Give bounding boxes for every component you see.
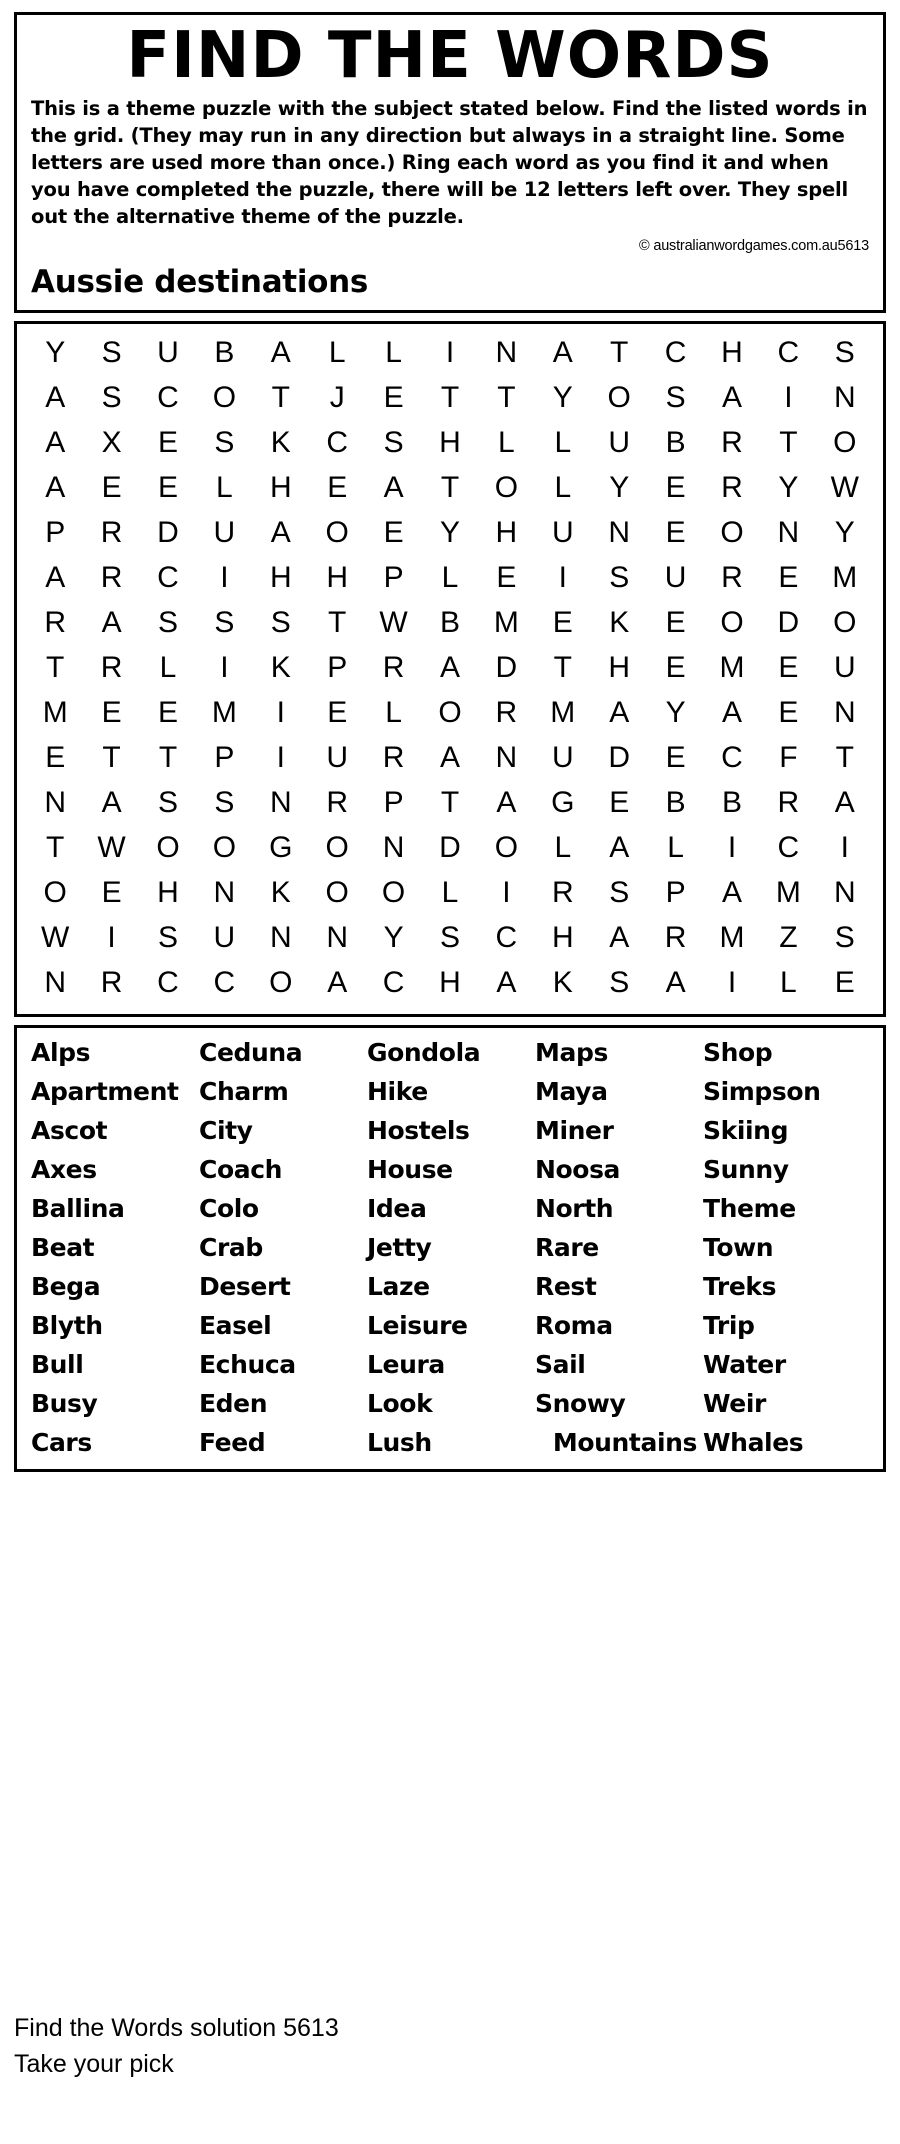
grid-cell: E	[45, 740, 66, 774]
grid-cell: C	[721, 740, 743, 774]
grid-cell: C	[157, 965, 179, 999]
grid-cell: T	[553, 650, 572, 684]
letter-grid-block	[14, 321, 886, 1017]
grid-cell: B	[665, 785, 686, 819]
word-list-item: North	[535, 1193, 614, 1223]
instructions-body: This is a theme puzzle with the subject stated below. Find the listed words in the grid. (They may run in any direction but always in a straight line. Some letters are used more than once.) Ring each word as you find it and when you have completed the puzzle, there will be 12 letters left over. They spell out the alternative theme of the puzzle.	[31, 97, 868, 228]
word-list-item: Blyth	[31, 1310, 103, 1340]
grid-cell: A	[721, 875, 742, 909]
grid-cell: H	[721, 335, 743, 369]
grid-cell: S	[609, 875, 630, 909]
grid-cell: A	[327, 965, 348, 999]
word-list-item: Crab	[199, 1232, 263, 1262]
word-list-item: Maya	[535, 1076, 608, 1106]
grid-cell: N	[833, 380, 856, 414]
grid-cell: K	[270, 650, 291, 684]
grid-cell: E	[157, 425, 178, 459]
word-list-item: Sunny	[703, 1154, 789, 1184]
grid-cell: S	[157, 785, 178, 819]
grid-cell: J	[329, 380, 345, 414]
grid-cell: G	[269, 830, 293, 864]
grid-cell: I	[784, 380, 793, 414]
word-list-item: Desert	[199, 1271, 291, 1301]
grid-cell: N	[608, 515, 631, 549]
word-list-item: Whales	[703, 1427, 804, 1457]
word-list-item: Coach	[199, 1154, 283, 1184]
grid-cell: D	[495, 650, 518, 684]
grid-cell: H	[608, 650, 631, 684]
grid-cell: T	[779, 425, 798, 459]
grid-cell: T	[610, 335, 629, 369]
grid-cell: N	[495, 740, 518, 774]
copyright-text: © australianwordgames.com.au	[639, 237, 838, 254]
word-list-item: Echuca	[199, 1349, 296, 1379]
grid-cell: T	[46, 650, 65, 684]
word-list-item: Noosa	[535, 1154, 621, 1184]
grid-cell: W	[97, 830, 126, 864]
grid-cell: E	[665, 740, 686, 774]
grid-cell: R	[495, 695, 518, 729]
grid-cell: U	[326, 740, 349, 774]
grid-cell: Y	[45, 335, 66, 369]
grid-cell: H	[439, 425, 461, 459]
grid-cell: E	[327, 695, 348, 729]
grid-cell: E	[834, 965, 855, 999]
grid-cell: O	[325, 515, 349, 549]
grid-cell: S	[609, 965, 630, 999]
grid-cell: S	[214, 605, 235, 639]
word-list-block	[14, 1025, 886, 1472]
grid-cell: N	[269, 785, 292, 819]
word-list-item: Apartment	[31, 1076, 179, 1106]
grid-cell: C	[213, 965, 236, 999]
grid-cell: H	[157, 875, 179, 909]
grid-cell: E	[552, 605, 573, 639]
grid-cell: M	[719, 920, 745, 954]
grid-cell: R	[382, 740, 405, 774]
grid-cell: U	[608, 425, 631, 459]
grid-cell: N	[777, 515, 800, 549]
grid-cell: I	[840, 830, 849, 864]
grid-cell: H	[439, 965, 461, 999]
grid-cell: K	[270, 425, 291, 459]
solution-answer: Take your pick	[14, 2050, 174, 2079]
grid-cell: T	[497, 380, 516, 414]
grid-cell: W	[830, 470, 859, 504]
word-list-item: Easel	[199, 1310, 272, 1340]
grid-cell: E	[778, 650, 799, 684]
grid-cell: S	[157, 605, 178, 639]
word-list-item: Shop	[703, 1037, 773, 1067]
grid-cell: L	[216, 470, 233, 504]
grid-cell: I	[445, 335, 455, 369]
word-list-item: Ballina	[31, 1193, 125, 1223]
grid-cell: Y	[778, 470, 799, 504]
grid-cell: B	[439, 605, 460, 639]
grid-cell: E	[665, 650, 686, 684]
grid-cell: O	[720, 515, 744, 549]
word-list-item: Beat	[31, 1232, 95, 1262]
grid-cell: R	[100, 515, 123, 549]
grid-cell: P	[665, 875, 686, 909]
word-list-item: Ascot	[31, 1115, 108, 1145]
word-list-item: Feed	[199, 1427, 266, 1457]
grid-cell: O	[156, 830, 180, 864]
grid-cell: A	[609, 695, 630, 729]
grid-cell: I	[107, 920, 116, 954]
grid-cell: O	[438, 695, 462, 729]
word-list-item: Gondola	[367, 1037, 481, 1067]
grid-cell: T	[158, 740, 178, 774]
grid-cell: A	[552, 335, 573, 369]
grid-cell: D	[777, 605, 800, 639]
word-list-item: Water	[703, 1349, 786, 1379]
grid-cell: H	[551, 920, 574, 954]
grid-cell: Y	[383, 920, 404, 954]
grid-cell: A	[45, 560, 66, 594]
grid-cell: A	[45, 425, 66, 459]
grid-cell: U	[664, 560, 687, 594]
grid-cell: A	[45, 470, 66, 504]
word-list-item: Idea	[367, 1193, 427, 1223]
grid-cell: U	[833, 650, 856, 684]
grid-cell: W	[379, 605, 408, 639]
grid-cell: S	[383, 425, 404, 459]
word-list-item: Trip	[703, 1310, 755, 1340]
word-list-item: Rest	[535, 1271, 597, 1301]
word-list-item: Mountains	[552, 1427, 697, 1457]
word-list-item: Theme	[703, 1193, 796, 1223]
grid-cell: A	[45, 380, 66, 414]
grid-cell: P	[383, 560, 404, 594]
grid-cell: I	[276, 695, 285, 729]
word-list-item: Hike	[367, 1076, 428, 1106]
grid-cell: G	[551, 785, 575, 819]
word-list-item: City	[199, 1115, 253, 1145]
grid-cell: H	[269, 470, 292, 504]
letter-grid	[27, 335, 873, 999]
grid-cell: Z	[779, 920, 798, 954]
grid-cell: F	[779, 740, 798, 774]
grid-cell: P	[45, 515, 66, 549]
grid-cell: C	[157, 380, 179, 414]
grid-cell: P	[214, 740, 235, 774]
grid-cell: S	[157, 920, 178, 954]
grid-cell: R	[551, 875, 574, 909]
grid-cell: S	[609, 560, 630, 594]
word-list-item: Rare	[535, 1232, 599, 1262]
grid-cell: D	[608, 740, 631, 774]
grid-cell: H	[326, 560, 349, 594]
word-list-item: Leisure	[367, 1310, 468, 1340]
word-list-item: Ceduna	[199, 1037, 303, 1067]
grid-cell: O	[494, 470, 519, 504]
grid-cell: C	[664, 335, 687, 369]
grid-cell: Y	[609, 470, 630, 504]
word-list-item: Axes	[31, 1154, 97, 1184]
grid-cell: W	[41, 920, 70, 954]
grid-cell: S	[834, 335, 855, 369]
grid-cell: I	[558, 560, 567, 594]
grid-cell: O	[720, 605, 744, 639]
grid-cell: Y	[439, 515, 460, 549]
word-list-item: Simpson	[703, 1076, 821, 1106]
word-list-item: Miner	[535, 1115, 614, 1145]
word-list-item: Bull	[31, 1349, 84, 1379]
grid-cell: S	[665, 380, 686, 414]
grid-cell: L	[554, 425, 572, 459]
puzzle-container	[14, 12, 886, 1472]
grid-cell: E	[383, 515, 404, 549]
word-list-item: Skiing	[703, 1115, 789, 1145]
word-list-item: Treks	[703, 1271, 777, 1301]
grid-cell: E	[496, 560, 517, 594]
grid-cell: N	[44, 965, 67, 999]
word-list-item: Eden	[199, 1388, 268, 1418]
word-list-item: Alps	[31, 1037, 91, 1067]
grid-cell: R	[100, 650, 123, 684]
grid-cell: I	[220, 560, 229, 594]
grid-cell: S	[101, 380, 122, 414]
grid-cell: C	[157, 560, 179, 594]
solution-footer	[14, 2010, 339, 2083]
grid-cell: N	[495, 335, 518, 369]
grid-cell: X	[101, 425, 122, 459]
grid-cell: N	[44, 785, 67, 819]
grid-cell: U	[157, 335, 179, 369]
grid-cell: A	[270, 515, 291, 549]
grid-cell: A	[439, 650, 460, 684]
grid-cell: N	[382, 830, 405, 864]
grid-cell: A	[609, 920, 630, 954]
grid-cell: R	[100, 965, 123, 999]
grid-cell: O	[212, 830, 237, 864]
word-list-item: Leura	[367, 1349, 445, 1379]
header-block	[14, 12, 886, 313]
grid-cell: I	[276, 740, 285, 774]
grid-cell: S	[101, 335, 122, 369]
puzzle-number: 5613	[837, 237, 869, 254]
grid-cell: O	[607, 380, 631, 414]
grid-cell: R	[100, 560, 123, 594]
grid-cell: O	[325, 875, 349, 909]
word-list-item: Lush	[367, 1427, 432, 1457]
grid-cell: B	[721, 785, 742, 819]
grid-cell: N	[833, 875, 856, 909]
grid-cell: D	[157, 515, 179, 549]
word-list-item: Maps	[535, 1037, 608, 1067]
puzzle-subject: Aussie destinations	[31, 263, 369, 300]
grid-cell: L	[441, 560, 459, 594]
grid-cell: L	[667, 830, 684, 864]
grid-cell: M	[719, 650, 745, 684]
grid-cell: O	[43, 875, 67, 909]
grid-cell: C	[382, 965, 405, 999]
grid-cell: H	[495, 515, 518, 549]
grid-cell: T	[46, 830, 65, 864]
grid-cell: E	[665, 470, 686, 504]
grid-cell: L	[328, 335, 346, 369]
solution-label: Find the Words solution 5613	[14, 2014, 339, 2042]
grid-cell: K	[270, 875, 291, 909]
grid-cell: M	[493, 605, 519, 639]
grid-cell: U	[551, 740, 574, 774]
grid-cell: E	[665, 605, 686, 639]
grid-cell: L	[385, 335, 402, 369]
grid-cell: H	[269, 560, 292, 594]
grid-cell: E	[157, 470, 178, 504]
grid-cell: E	[665, 515, 686, 549]
word-list-item: Colo	[199, 1193, 259, 1223]
grid-cell: T	[440, 470, 460, 504]
grid-cell: C	[777, 830, 800, 864]
grid-cell: E	[383, 380, 404, 414]
grid-cell: O	[833, 605, 857, 639]
grid-cell: S	[214, 425, 235, 459]
grid-cell: B	[214, 335, 235, 369]
grid-cell: O	[269, 965, 293, 999]
grid-cell: R	[326, 785, 349, 819]
grid-cell: C	[495, 920, 518, 954]
grid-cell: T	[835, 740, 854, 774]
grid-cell: M	[775, 875, 801, 909]
word-list-item: Bega	[31, 1271, 101, 1301]
grid-cell: P	[327, 650, 348, 684]
grid-cell: L	[441, 875, 459, 909]
grid-cell: E	[101, 695, 122, 729]
grid-cell: E	[609, 785, 630, 819]
grid-cell: R	[777, 785, 800, 819]
grid-cell: A	[101, 785, 122, 819]
grid-cell: I	[502, 875, 511, 909]
grid-cell: K	[609, 605, 630, 639]
grid-cell: L	[554, 830, 572, 864]
grid-cell: L	[498, 425, 515, 459]
grid-cell: A	[270, 335, 291, 369]
word-list-item: House	[367, 1154, 453, 1184]
grid-cell: I	[220, 650, 229, 684]
grid-cell: E	[778, 695, 799, 729]
grid-cell: A	[496, 965, 517, 999]
word-list-item: Town	[703, 1232, 774, 1262]
grid-cell: A	[383, 470, 404, 504]
grid-cell: L	[385, 695, 402, 729]
page-title: FIND THE WORDS	[126, 19, 774, 93]
grid-cell: N	[326, 920, 349, 954]
word-list-item: Busy	[31, 1388, 98, 1418]
grid-cell: O	[212, 380, 237, 414]
grid-cell: P	[383, 785, 404, 819]
word-list-item: Hostels	[367, 1115, 470, 1145]
grid-cell: S	[214, 785, 235, 819]
grid-cell: Y	[552, 380, 573, 414]
grid-cell: A	[496, 785, 517, 819]
grid-cell: R	[664, 920, 687, 954]
word-list-item: Weir	[703, 1388, 766, 1418]
grid-cell: U	[551, 515, 574, 549]
grid-cell: M	[42, 695, 68, 729]
grid-cell: A	[439, 740, 460, 774]
grid-cell: R	[721, 560, 743, 594]
grid-cell: T	[102, 740, 121, 774]
credit-line	[31, 231, 869, 258]
grid-cell: A	[101, 605, 122, 639]
grid-cell: S	[270, 605, 291, 639]
grid-cell: M	[550, 695, 576, 729]
word-list-item: Sail	[535, 1349, 586, 1379]
word-list	[31, 1037, 871, 1457]
grid-cell: L	[159, 650, 177, 684]
word-list-item: Laze	[367, 1271, 430, 1301]
grid-cell: R	[721, 425, 743, 459]
grid-cell: O	[833, 425, 857, 459]
grid-cell: E	[101, 875, 122, 909]
grid-cell: C	[777, 335, 800, 369]
word-list-item: Look	[367, 1388, 433, 1418]
grid-cell: E	[327, 470, 348, 504]
grid-cell: T	[440, 785, 460, 819]
grid-cell: R	[382, 650, 405, 684]
grid-cell: U	[213, 920, 236, 954]
grid-cell: U	[213, 515, 236, 549]
grid-cell: L	[554, 470, 572, 504]
grid-cell: L	[780, 965, 797, 999]
grid-cell: K	[552, 965, 573, 999]
grid-cell: B	[665, 425, 686, 459]
grid-cell: I	[727, 965, 737, 999]
grid-cell: S	[439, 920, 460, 954]
grid-cell: R	[721, 470, 743, 504]
grid-cell: A	[665, 965, 686, 999]
grid-cell: M	[211, 695, 237, 729]
grid-cell: A	[721, 380, 742, 414]
grid-cell: Y	[665, 695, 686, 729]
grid-cell: Y	[834, 515, 855, 549]
grid-cell: R	[44, 605, 67, 639]
grid-cell: M	[832, 560, 858, 594]
grid-cell: I	[727, 830, 737, 864]
grid-cell: T	[328, 605, 347, 639]
grid-cell: C	[326, 425, 349, 459]
grid-cell: O	[494, 830, 519, 864]
word-list-item: Jetty	[367, 1232, 432, 1262]
grid-cell: O	[325, 830, 349, 864]
grid-cell: A	[609, 830, 630, 864]
grid-cell: D	[439, 830, 461, 864]
instructions-text	[31, 96, 869, 257]
grid-cell: T	[440, 380, 460, 414]
grid-cell: A	[721, 695, 742, 729]
grid-cell: T	[271, 380, 290, 414]
grid-cell: O	[381, 875, 406, 909]
grid-cell: N	[833, 695, 856, 729]
word-list-item: Roma	[535, 1310, 613, 1340]
grid-cell: E	[157, 695, 178, 729]
grid-cell: E	[778, 560, 799, 594]
word-list-item: Snowy	[535, 1388, 626, 1418]
grid-cell: N	[213, 875, 236, 909]
grid-cell: A	[834, 785, 855, 819]
grid-cell: S	[834, 920, 855, 954]
grid-cell: N	[269, 920, 292, 954]
grid-cell: E	[101, 470, 122, 504]
word-list-item: Cars	[31, 1427, 92, 1457]
word-list-item: Charm	[199, 1076, 289, 1106]
